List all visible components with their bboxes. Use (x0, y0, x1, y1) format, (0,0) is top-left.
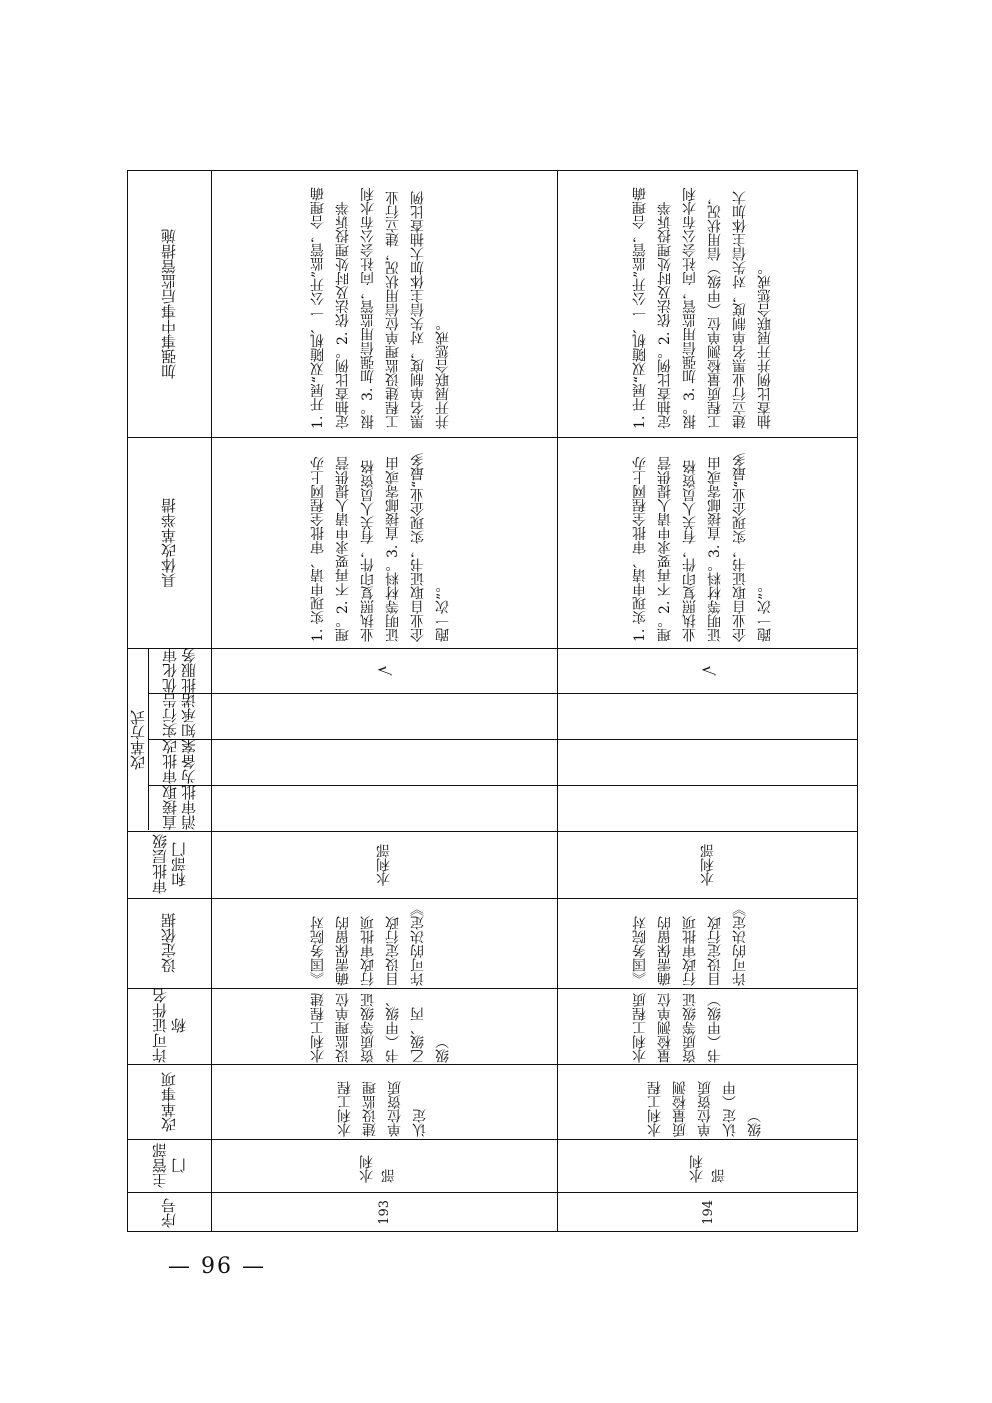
row-194-mode-optimize: √ (698, 665, 718, 676)
header-supervision: 加强事中事后监管措施 (160, 229, 178, 379)
row-193-license: 水利工程建设监理单位资质等级证书（甲级、乙级、丙级） (310, 993, 451, 1063)
row-193-level: 水利部 (375, 843, 392, 886)
header-measures: 具体改革举措 (160, 497, 178, 588)
row-193-item: 水利工程建设监理单位资质认定 (337, 1081, 428, 1137)
row-194-supervision: 1. 开展“双随机、一公开”监管，合理确定抽查比例。2. 依法及时处理投诉举报。3. 加强信用监管，向社会公布水利工程质量检测单位（甲级）信用状况，建立行业黑名单制度，对失信主体加大抽查比例并开展联合惩戒。 (632, 186, 773, 429)
rotated-table (127, 170, 858, 1232)
page-number: — 96 — (168, 1254, 266, 1279)
header-mode-cancel: 直接取消审批 (160, 785, 198, 831)
row-194-basis: 《国务院对确需保留的行政审批项目设定行政许可的决定》 (632, 902, 748, 986)
row-194-item: 水利工程质量检测单位资质认定（甲级） (647, 1081, 763, 1137)
header-license: 许可证件名称 (150, 988, 188, 1064)
header-mode-group: 改革方式 (128, 709, 147, 770)
header-basis: 设定依据 (160, 913, 178, 973)
row-193-measures: 1. 实现申请、审批全程网上办理。2. 不再要求申请人提供营业执照复印件，有关人员资格证明等材料。3. 直接邮寄或由企业自取证书，实现企业“最多跑一次”。 (310, 452, 451, 642)
row-193-dept: 水利部 (359, 1154, 397, 1183)
row-194-measures: 1. 实现申请、审批全程网上办理。2. 不再要求申请人提供营业执照复印件，有关人员资格证明等材料。3. 直接邮寄或由企业自取证书，实现企业“最多跑一次”。 (632, 452, 773, 642)
row-194-license: 水利工程质量检测单位资质等级证书（甲级） (632, 993, 723, 1063)
header-item: 改革事项 (160, 1071, 178, 1132)
header-seq: 序号 (160, 1197, 178, 1228)
row-194-seq: 194 (700, 1200, 716, 1225)
page-number-value: 96 (201, 1254, 233, 1279)
header-mode-optimize: 优化审批服务 (160, 648, 198, 693)
header-level: 审批层级和部门 (150, 834, 188, 895)
header-mode-notify: 实行告知承诺 (160, 693, 198, 739)
row-193-supervision: 1. 开展“双随机、一公开”监管，合理确定抽查比例。2. 依法及时处理投诉举报。3. 加强信用监管，向社会公布水利工程建设监理单位信用状况，建立行业黑名单制度，对失信主体加大抽查比例并开展联合惩戒。 (310, 186, 451, 429)
header-dept: 主管部门 (150, 1143, 188, 1188)
header-mode-record: 审批改为备案 (160, 739, 198, 785)
row-194-dept: 水利部 (689, 1154, 727, 1183)
row-193-basis: 《国务院对确需保留的行政审批项目设定行政许可的决定》 (310, 902, 426, 986)
row-193-seq: 193 (376, 1200, 392, 1225)
row-193-mode-optimize: √ (374, 665, 394, 676)
row-194-level: 水利部 (699, 843, 716, 886)
